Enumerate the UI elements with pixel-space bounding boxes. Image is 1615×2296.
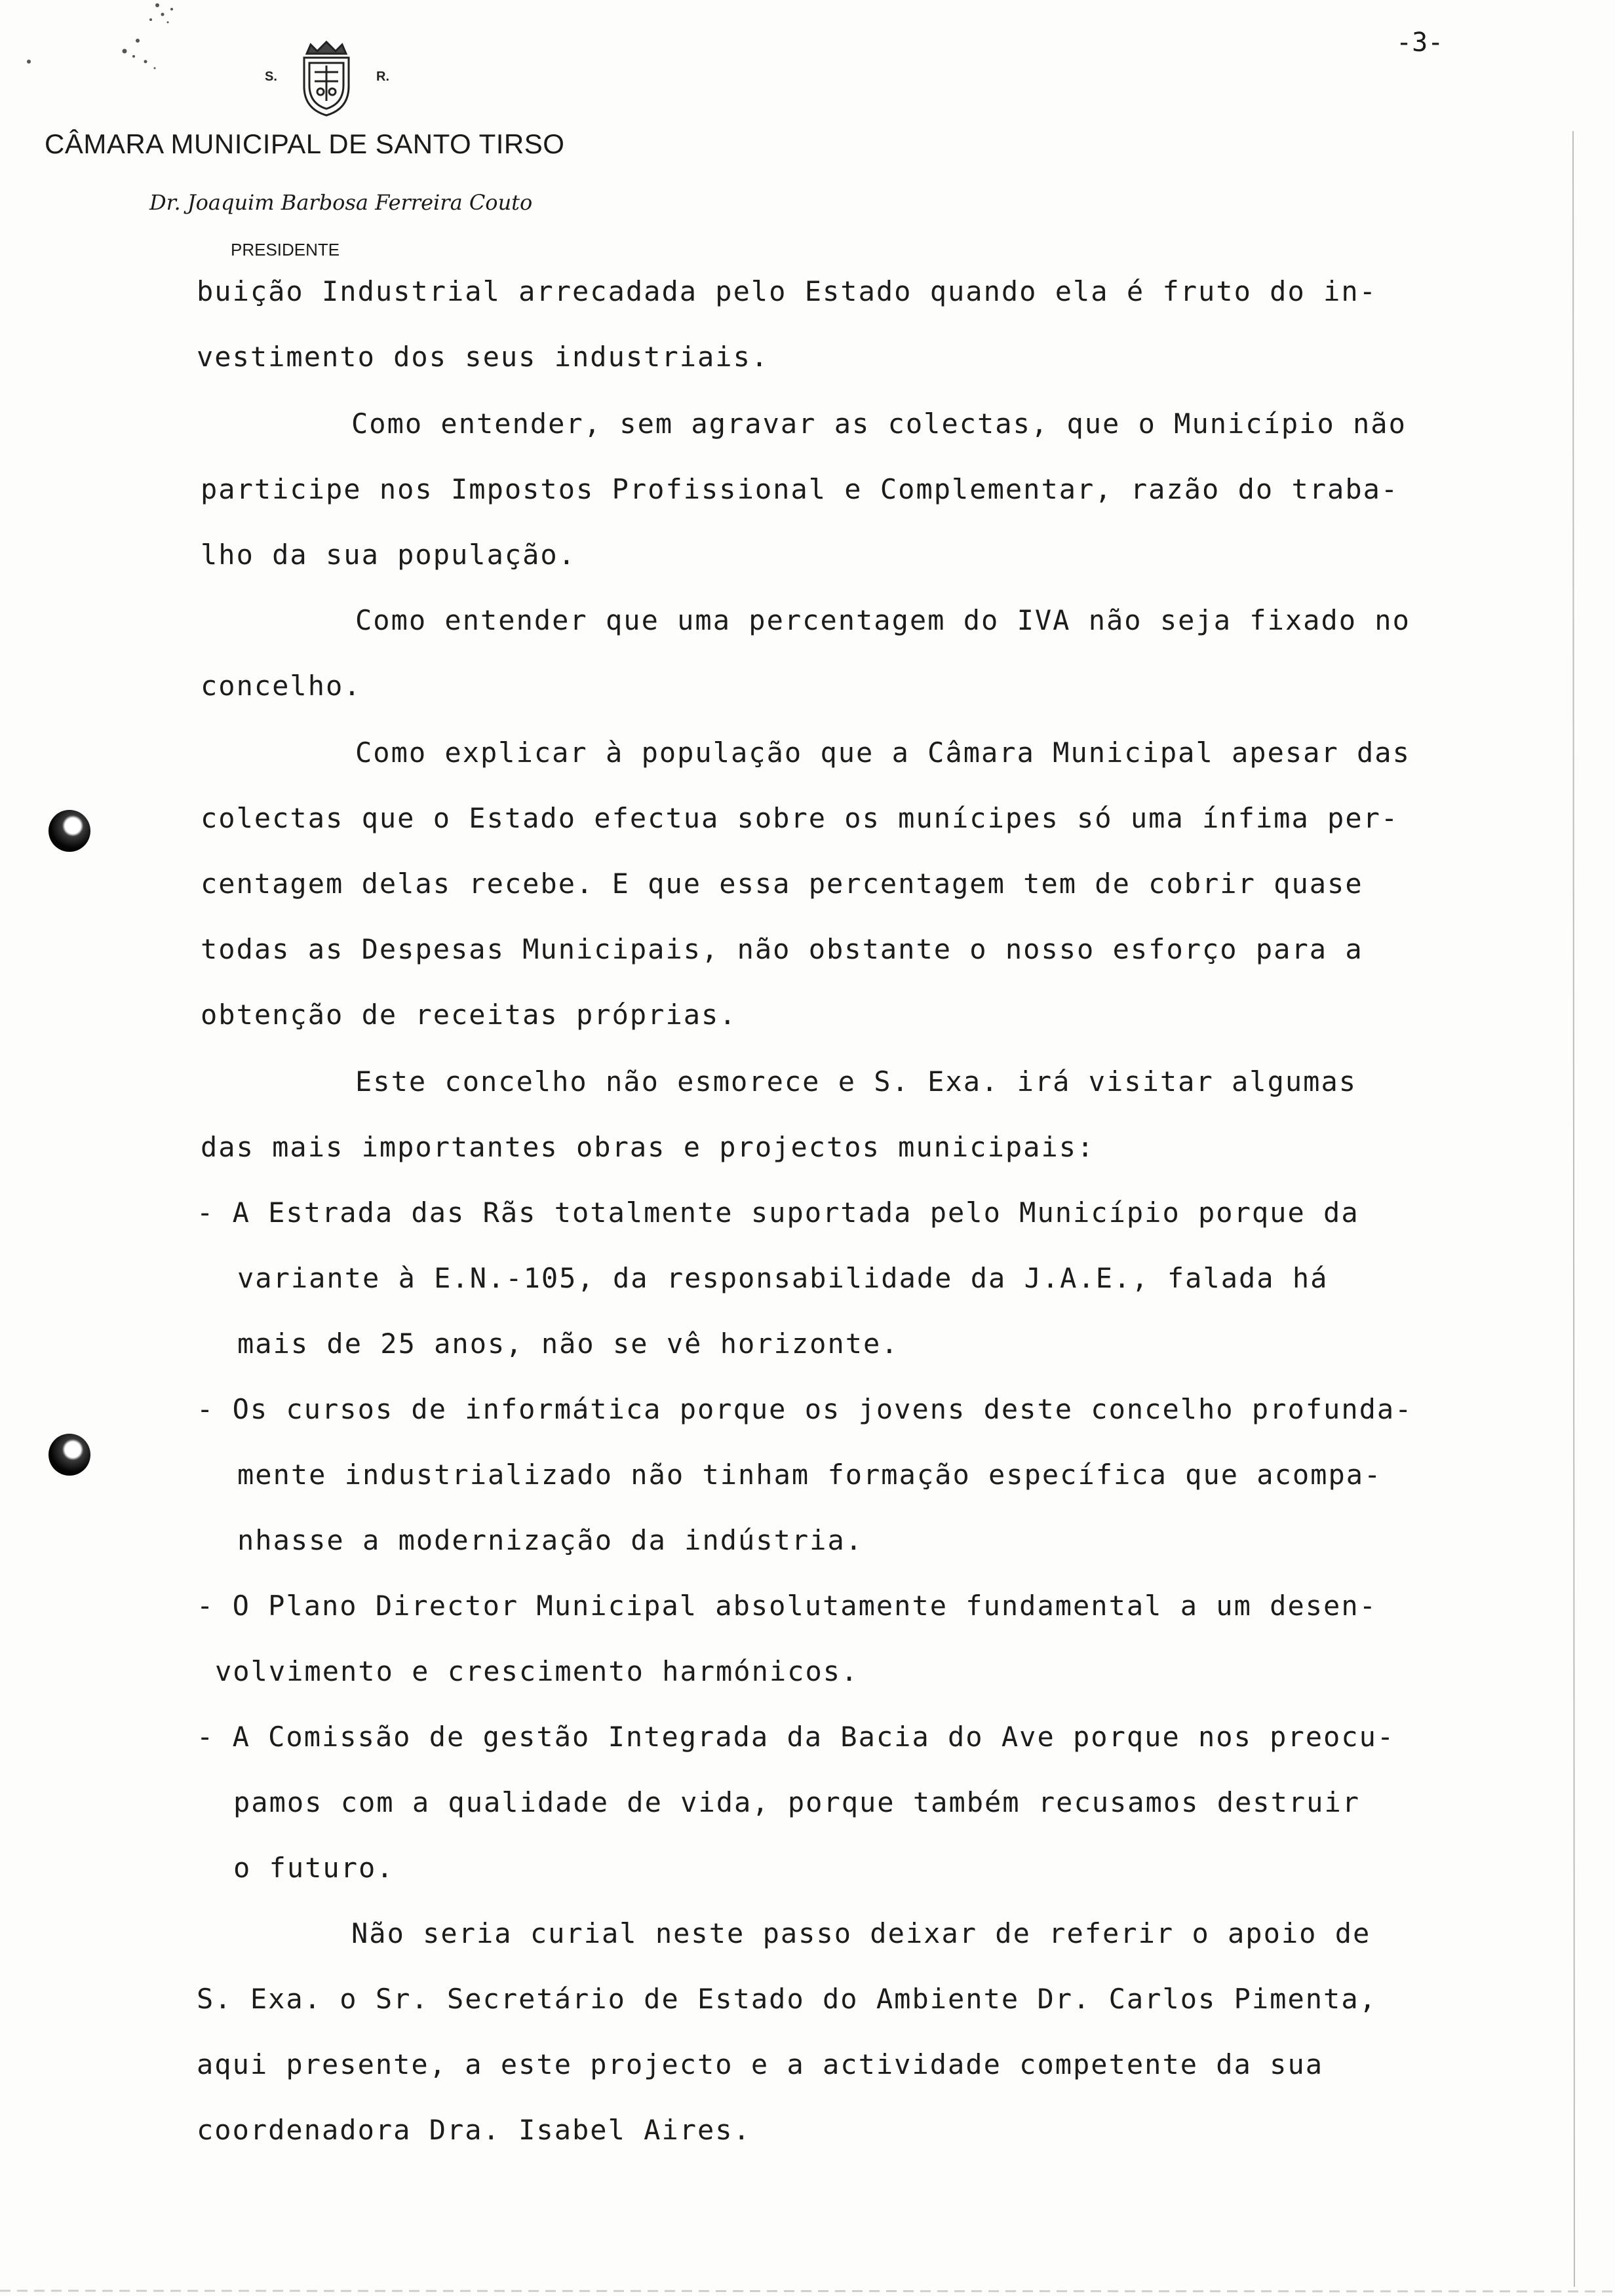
- text-line: Como entender, sem agravar as colectas, que o Município não: [351, 408, 1407, 440]
- list-item: - O Plano Director Municipal absolutamente fundamental a um desen-: [197, 1590, 1377, 1622]
- text-line: buição Industrial arrecadada pelo Estado quando ela é fruto do in-: [197, 275, 1377, 307]
- crest-right-letter: R.: [376, 69, 389, 84]
- letterhead: [0, 0, 1615, 275]
- text-line: Este concelho não esmorece e S. Exa. irá visitar algumas: [355, 1065, 1357, 1098]
- text-line: nhasse a modernização da indústria.: [237, 1524, 864, 1556]
- text-line: Como entender que uma percentagem do IVA não seja fixado no: [355, 604, 1411, 636]
- page-number: -3-: [1396, 28, 1444, 58]
- president-name: Dr. Joaquim Barbosa Ferreira Couto: [149, 190, 533, 215]
- punch-hole-icon: [49, 810, 90, 852]
- text-line: participe nos Impostos Profissional e Complementar, razão do traba-: [201, 473, 1399, 505]
- text-line: centagem delas recebe. E que essa percentagem tem de cobrir quase: [201, 868, 1363, 900]
- institution-name: CÂMARA MUNICIPAL DE SANTO TIRSO: [45, 128, 565, 159]
- text-line: volvimento e crescimento harmónicos.: [215, 1655, 859, 1687]
- punch-hole-icon: [49, 1434, 90, 1476]
- crest-left-letter: S.: [265, 69, 277, 84]
- text-line: lho da sua população.: [201, 539, 577, 571]
- text-line: mente industrializado não tinham formação específica que acompa-: [237, 1459, 1382, 1491]
- text-line: colectas que o Estado efectua sobre os munícipes só uma ínfima per-: [201, 802, 1399, 834]
- text-line: das mais importantes obras e projectos municipais:: [201, 1131, 1095, 1163]
- text-line: Não seria curial neste passo deixar de referir o apoio de: [351, 1917, 1371, 1949]
- text-line: coordenadora Dra. Isabel Aires.: [197, 2114, 751, 2146]
- list-item: - Os cursos de informática porque os jovens deste concelho profunda-: [197, 1393, 1413, 1425]
- text-line: o futuro.: [233, 1852, 395, 1884]
- text-line: obtenção de receitas próprias.: [201, 999, 737, 1031]
- text-line: concelho.: [201, 670, 362, 702]
- president-title: PRESIDENTE: [231, 240, 340, 259]
- text-line: todas as Despesas Municipais, não obstante o nosso esforço para a: [201, 933, 1363, 965]
- text-line: aqui presente, a este projecto e a actividade competente da sua: [197, 2048, 1324, 2080]
- text-line: mais de 25 anos, não se vê horizonte.: [237, 1328, 899, 1360]
- list-item: - A Comissão de gestão Integrada da Bacia do Ave porque nos preocu-: [197, 1721, 1395, 1753]
- text-line: vestimento dos seus industriais.: [197, 341, 769, 373]
- text-line: S. Exa. o Sr. Secretário de Estado do Ambiente Dr. Carlos Pimenta,: [197, 1983, 1377, 2015]
- municipal-crest-icon: [295, 41, 358, 118]
- text-line: pamos com a qualidade de vida, porque também recusamos destruir: [233, 1786, 1361, 1818]
- list-item: - A Estrada das Rãs totalmente suportada pelo Município porque da: [197, 1196, 1359, 1229]
- text-line: variante à E.N.-105, da responsabilidade da J.A.E., falada há: [237, 1262, 1329, 1294]
- text-line: Como explicar à população que a Câmara Municipal apesar das: [355, 737, 1411, 769]
